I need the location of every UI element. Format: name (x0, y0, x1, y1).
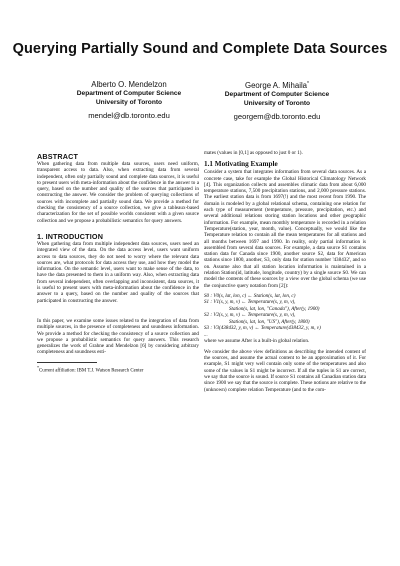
continued-paragraph: mates (values in [0,1] as opposed to just 0 or 1). (204, 150, 303, 156)
left-column (37, 152, 199, 374)
view-definitions (204, 293, 366, 339)
math-line: S0 : V0(s, lat, lon, c) ← Station(s, lat, lon, c) (204, 292, 296, 299)
author-department: Department of Computer Science (224, 91, 330, 98)
author-department: Department of Computer Science (76, 90, 182, 97)
abstract-text: When gathering data from multiple data sources, users need uniform, transparent access to data. Also, when extracting data from several independent, often only partially sound and complete data sources, it is useful to present users with meta-information about the confidence in the answer to a query, based on the number and quality of the sources that participated in constructing the answer. We consider the problem of querying collections of sources with incomplete and partially sound data. We provide a method for checking the consistency of a source collection, we give a tableaux-based characterization for the set of possible worlds consistent with a given source collection and we propose a probabilistic semantics for query answers. (37, 161, 199, 224)
after-math-paragraph: where we assume After is a built-in global relation. (204, 338, 310, 345)
soundness-paragraph: We consider the above view definitions as describing the intended content of the sources, and assume the actual content to be an approximation of it. For example, S1 might very well contain only some of the temperatures and also some of the values in S1 might be incorrect. If all the tuples in S1 are correct, we say that the source is sound. If source S1 contains all Canadian station data since 1900 we say that the source is complete. These notions are relative to the (unknown) complete relation Temperature (and to the com- (204, 348, 366, 393)
author-block (192, 80, 362, 121)
author-block (44, 80, 214, 120)
abstract-heading: ABSTRACT (37, 152, 79, 161)
author-university: University of Toronto (243, 100, 311, 107)
author-university: University of Toronto (95, 99, 163, 106)
paper-title: Querying Partially Sound and Complete Data Sources (12, 41, 388, 57)
math-line: Station(s, lat, lon, "US"), After(y, 1800) (229, 318, 310, 325)
intro-heading: 1. INTRODUCTION (37, 231, 104, 241)
author-name: George A. Mihaila (245, 81, 308, 90)
math-line: S1 : V1(s, y, m, v) ← Temperature(s, y, m, v), (204, 299, 296, 306)
math-line: S3 : V3(438432, y, m, v) ← Temperature(438432, y, m, v) (204, 325, 321, 332)
author-email: mendel@db.toronto.edu (88, 111, 170, 120)
author-name: Alberto O. Mendelzon (91, 80, 167, 89)
intro-paragraph-1: When gathering data from multiple independent data sources, users need an integrated view of the data. On the data access level, users want uniform access to data sources, they do not need to worry where the relevant data sources are, what protocols for data access they use, and how they model the information. On the semantic level, users want to make sense of the data, to have the data presented to them in a uniform way. Also, when extracting data from several independent, often overlapping and inconsistent, data sources, it is useful to present users with meta-information about the confidence in the answer to a query, based on the number and quality of the sources that participated in constructing the answer. (37, 240, 199, 304)
author-footnote-mark: * (307, 81, 309, 87)
footnote-text: Current affiliation: IBM T.J. Watson Research Center (39, 368, 144, 374)
intro-paragraph-2: In this paper, we examine some issues related to the integration of data from multiple sources, in the presence of completeness and soundness information. We provide a method for checking the consistency of a source collection and we propose a probabilistic semantics for query answers. This research generalizes the work of Grahne and Mendelzon [6] by considering arbitrary completeness and soundness esti- (37, 317, 199, 356)
right-column (204, 150, 366, 393)
footnote (37, 365, 199, 375)
subsection-heading: 1.1 Motivating Example (204, 160, 278, 169)
author-email: georgem@db.toronto.edu (233, 112, 321, 121)
example-paragraph: Consider a system that integrates information from several data sources. As a concrete case, take for example the Global Historical Climatology Network [4]. This organization collects and assembles climatic data from about 6,000 temperature stations, 7,500 precipitation stations, and 2,000 pressure stations. The earliest station data is from 1697(!) and the most recent from 1990. The domain is modeled by a global relational schema, containing one relation for each type of measurement (temperature, pressure, precipitation, etc.) and several additional relations storing station locations and other geographic information. For example, mean monthly temperature is recorded in a relation Temperature(station, year, month, value). Conceptually, we would like the Temperature relation to contain all the mean temperatures for all stations and all months between 1697 and 1990. In reality, only partial information is assembled from several data sources. For example, a data source S1 contains station data for Canada since 1900, another source S2, data for American stations since 1800, another, S3, only data for station number '438432', and so on. Assume also that all station location information is maintained in a relation Station(id, latitude, longitude, country) by a single source S0. We can model the contents of these sources by a view over the global schema (we use the conjunctive query notation from [2]): (204, 169, 366, 289)
footnote-mark: * (37, 364, 40, 370)
math-line: ... (204, 331, 208, 338)
math-line: S2 : V2(s, y, m, v) ← Temperature(s, y, m, v), (204, 312, 296, 319)
math-line: Station(s, lat, lon, "Canada"), After(y, 1900) (229, 305, 320, 312)
footnote-rule (37, 362, 97, 363)
